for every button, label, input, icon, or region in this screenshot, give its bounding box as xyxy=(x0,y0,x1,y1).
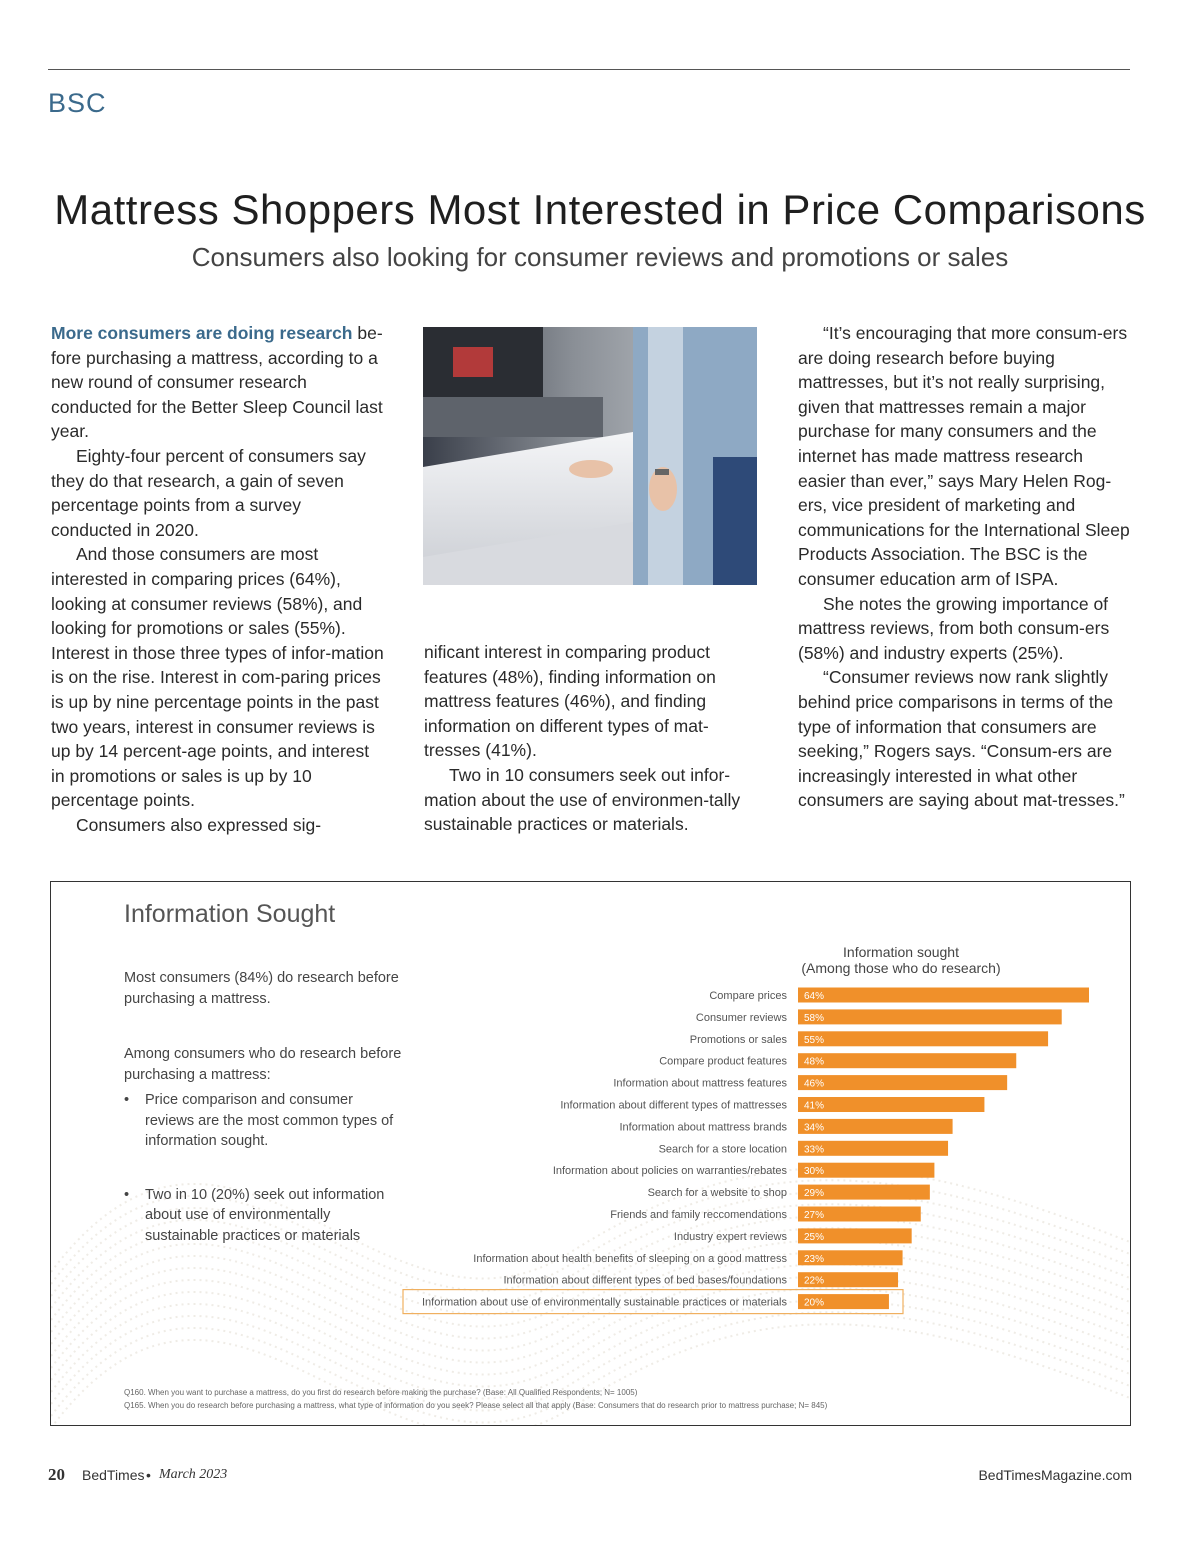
bar-value-label: 48% xyxy=(804,1056,825,1068)
category-label: Consumer reviews xyxy=(695,1011,787,1024)
chart-title: Information sought xyxy=(843,944,959,960)
bar-value-label: 20% xyxy=(804,1297,825,1309)
section-label: BSC xyxy=(48,88,107,118)
bar-value-label: 29% xyxy=(804,1188,825,1200)
paragraph-text: be-fore purchasing a mattress, according to a new round of consumer research conducted for the Better Sleep Council last year. xyxy=(51,323,383,442)
footnote-q160: Q160. When you want to purchase a mattress, do you first do research before making the purchase? (Base: All Qualified Respondents; N= 1005) xyxy=(124,1388,638,1397)
mattress-photo xyxy=(423,327,757,585)
magazine-url: BedTimesMagazine.com xyxy=(978,1467,1132,1483)
bar xyxy=(798,988,1089,1003)
column-2 xyxy=(424,640,759,837)
bar-value-label: 23% xyxy=(804,1253,825,1265)
category-label: Information about mattress brands xyxy=(619,1121,787,1134)
article-subtitle: Consumers also looking for consumer reviews and promotions or sales xyxy=(191,242,1009,272)
info-sought-figure xyxy=(50,881,1131,1426)
top-rule xyxy=(48,69,1130,70)
bullet-mark: • xyxy=(124,1092,130,1108)
category-label: Compare product features xyxy=(659,1055,787,1068)
paragraph: Eighty-four percent of consumers say they do that research, a gain of seven percentage points from a survey conducted in 2020. xyxy=(51,445,366,540)
bar xyxy=(798,1009,1062,1024)
paragraph: Two in 10 consumers seek out infor-mation about the use of environmen-tally sustainable practices or materials. xyxy=(424,764,741,835)
category-label: Search for a website to shop xyxy=(647,1187,787,1200)
bar-value-label: 25% xyxy=(804,1231,825,1243)
paragraph: And those consumers are most interested in comparing prices (64%), looking at consumer reviews (58%), and looking for promotions or sales (55%). Interest in those three types of infor-mation is on the rise. Interest in com-paring prices is up by nine percentage points in the past two years, interest in consumer reviews is up by 14 percent-age points, and interest in promotions or sales is up by 10 percentage points. xyxy=(51,544,384,811)
paragraph: nificant interest in comparing product features (48%), finding information on mattress features (46%), and finding information on different types of mat-tresses (41%). xyxy=(424,642,716,761)
bar-value-label: 41% xyxy=(804,1100,825,1112)
article-title: Mattress Shoppers Most Interested in Price Comparisons xyxy=(54,186,1146,233)
lead-in: More consumers are doing research xyxy=(51,323,353,343)
figure-text-research: Most consumers (84%) do research before purchasing a mattress. xyxy=(124,970,399,1007)
bar-value-label: 64% xyxy=(804,991,825,1002)
bar xyxy=(798,1097,984,1112)
category-label: Information about different types of mattresses xyxy=(560,1099,787,1112)
bullet-text: Two in 10 (20%) seek out information about use of environmentally sustainable practices or materials xyxy=(145,1186,385,1244)
bar-value-label: 58% xyxy=(804,1012,825,1024)
category-label: Search for a store location xyxy=(658,1143,787,1156)
bar xyxy=(798,1031,1048,1046)
category-label: Promotions or sales xyxy=(689,1033,787,1046)
paragraph xyxy=(51,321,386,444)
category-label: Industry expert reviews xyxy=(673,1230,787,1243)
paragraph: Consumers also expressed sig- xyxy=(76,814,322,835)
footnote-q165: Q165. When you do research before purchasing a mattress, what type of information do you seek? Please select all that apply (Base: Consumers that do research prior to mattress purchase; N= 845) xyxy=(124,1401,828,1410)
category-label: Information about mattress features xyxy=(613,1077,787,1090)
issue-date: March 2023 xyxy=(159,1467,228,1482)
bar xyxy=(798,1075,1007,1090)
bar-value-label: 27% xyxy=(804,1210,825,1221)
bar-value-label: 46% xyxy=(804,1078,825,1090)
category-label: Information about health benefits of sleeping on a good mattress xyxy=(473,1252,787,1265)
page-number: 20 xyxy=(48,1465,65,1484)
bullet-text: Price comparison and consumer reviews are the most common types of information sought. xyxy=(145,1092,394,1149)
chart-title-block xyxy=(791,944,1011,976)
category-label: Information about use of environmentally sustainable practices or materials xyxy=(421,1296,787,1309)
chart-subtitle: (Among those who do research) xyxy=(801,960,1001,976)
bar-value-label: 34% xyxy=(804,1122,825,1134)
bullet-item xyxy=(124,1090,404,1152)
bar-value-label: 55% xyxy=(804,1034,825,1046)
figure-bullets xyxy=(124,1090,404,1246)
figure-text-among: Among consumers who do research before purchasing a mattress: xyxy=(124,1046,402,1083)
bullet-mark: • xyxy=(124,1186,130,1203)
folio-separator: • xyxy=(146,1467,151,1483)
category-label: Information about different types of bed bases/foundations xyxy=(503,1274,787,1287)
bar-value-label: 33% xyxy=(804,1144,825,1156)
bar-value-label: 30% xyxy=(804,1166,825,1178)
category-label: Information about policies on warranties/rebates xyxy=(552,1165,787,1178)
category-label: Friends and family reccomendations xyxy=(610,1209,787,1221)
figure-title: Information Sought xyxy=(124,900,336,928)
column-1 xyxy=(51,321,386,837)
bar xyxy=(798,1053,1016,1068)
paragraph: “It’s encouraging that more consum-ers are doing research before buying mattresses, but it’s not really surprising, given that mattresses remain a major purchase for many consumers and the internet has made mattress research easier than ever,” says Mary Helen Rog-ers, vice president of marketing and communications for the International Sleep Products Association. The BSC is the consumer education arm of ISPA. xyxy=(798,323,1130,589)
category-label: Compare prices xyxy=(709,990,787,1002)
magazine-name: BedTimes xyxy=(82,1467,145,1483)
bullet-item xyxy=(124,1185,404,1247)
bar-value-label: 22% xyxy=(804,1275,825,1287)
paragraph: “Consumer reviews now rank slightly behind price comparisons in terms of the type of information that consumers are seeking,” Rogers says. “Consum-ers are increasingly interested in what other consumers are saying about mat-tresses.” xyxy=(798,667,1125,811)
column-3 xyxy=(798,321,1133,813)
paragraph: She notes the growing importance of mattress reviews, from both consum-ers (58%) and industry experts (25%). xyxy=(798,593,1110,663)
